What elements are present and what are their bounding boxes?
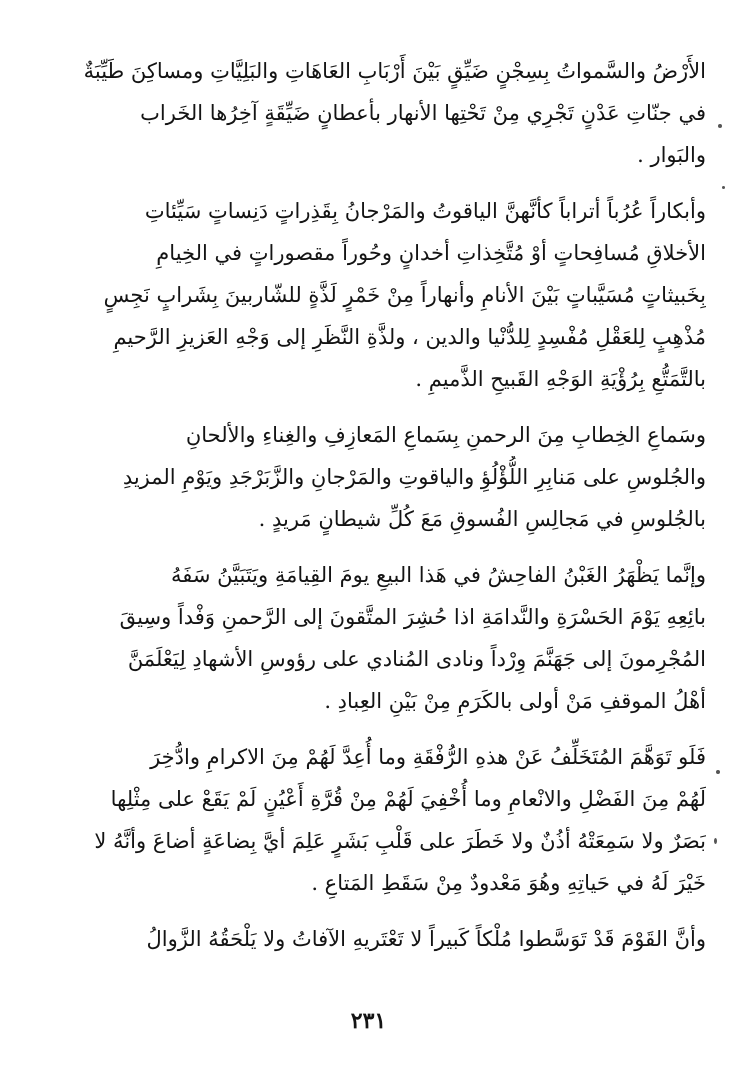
- paragraph-6: [36, 918, 706, 960]
- text-line: في جنّاتِ عَدْنٍ تَجْرِي مِنْ تَحْتِها الأنهار بأعطانٍ ضَيِّقَةٍ آخِرُها الخَراب: [140, 101, 706, 125]
- paragraph-2: [36, 190, 706, 400]
- text-line: وأنَّ القَوْمَ قَدْ تَوَسَّطوا مُلْكاً كَبيراً لا تَعْتَريهِ الآفاتُ ولا يَلْحَقُهُ الزَّوالُ: [146, 927, 706, 951]
- paragraph-3: [36, 414, 706, 540]
- text-line: والجُلوسِ على مَنابِرِ اللُّؤْلُؤِ والياقوتِ والمَرْجانِ والزَّبَرْجَدِ ويَوْمِ المزيدِ: [122, 465, 706, 489]
- text-line: المُجْرِمونَ إلى جَهَنَّمَ وِرْداً ونادى المُنادي على رؤوسِ الأشهادِ لِيَعْلَمَنَّ: [127, 647, 706, 671]
- text-line: بِخَبيثاتٍ مُسَيَّباتٍ بَيْنَ الأنامِ وأنهاراً مِنْ خَمْرٍ لَذَّةٍ للشّاربينَ بِشَرابٍ نَجِسٍ: [103, 283, 706, 307]
- paragraph-1: [36, 50, 706, 176]
- text-line: بَصَرٌ ولا سَمِعَتْهُ أذُنٌ ولا خَطَرَ على قَلْبِ بَشَرٍ عَلِمَ أيَّ بِضاعَةٍ أضاعَ وأنَّهُ لا: [94, 829, 706, 853]
- scan-speck-mark: [722, 186, 725, 189]
- text-line: فَلَو تَوَهَّمَ المُتَخَلِّفُ عَنْ هذهِ الرُّفْقَةِ وما أُعِدَّ لَهُمْ مِنَ الاكرامِ وادُّخِرَ: [150, 745, 706, 769]
- text-line: بالتَّمَتُّعِ بِرُؤْيَةِ الوَجْهِ القَبيحِ الذَّميمِ .: [415, 367, 706, 391]
- text-line: وأبكاراً عُرُباً أتراباً كأنَّهنَّ الياقوتُ والمَرْجانُ بِقَذِراتٍ دَنِساتٍ سَيِّئاتِ: [144, 199, 706, 223]
- scan-speck-mark: [716, 770, 720, 774]
- text-line: وإنَّما يَظْهَرُ الغَبْنُ الفاحِشُ في هَذا البيعِ يومَ القِيامَةِ ويَتَبَيَّنُ سَفَهُ: [171, 563, 706, 587]
- text-line: وسَماعِ الخِطابِ مِنَ الرحمنِ بِسَماعِ المَعازِفِ والغِناءِ والألحانِ: [185, 423, 706, 447]
- text-line: أهْلُ الموقفِ مَنْ أولى بالكَرَمِ مِنْ بَيْنِ العِبادِ .: [324, 689, 706, 713]
- text-line: الأخلاقِ مُسافِحاتٍ أوْ مُتَّخِذاتِ أخدانٍ وحُوراً مقصوراتٍ في الخِيامِ: [156, 241, 706, 265]
- paragraph-5: [36, 736, 706, 904]
- text-line: والبَوار .: [637, 143, 706, 167]
- text-line: بالجُلوسِ في مَجالِسِ الفُسوقِ مَعَ كُلِّ شيطانٍ مَريدٍ .: [258, 507, 706, 531]
- text-line: مُذْهِبٍ لِلعَقْلِ مُفْسِدٍ لِلدُّنْيا والدين ، ولذَّةِ النَّظَرِ إلى وَجْهِ العَزيزِ الرَّحيمِ: [113, 325, 706, 349]
- text-line: الأَرْضُ والسَّمواتُ بِسِجْنٍ ضَيِّقٍ بَيْنَ أَرْبَابِ العَاهَاتِ والبَلِيَّاتِ ومساكِنَ طَيِّبَةٌ: [83, 59, 706, 83]
- paragraph-4: [36, 554, 706, 722]
- text-line: بائِعِهِ يَوْمَ الحَسْرَةِ والنَّدامَةِ اذا حُشِرَ المتَّقونَ إلى الرَّحمنِ وَفْداً وسِيقَ: [119, 605, 706, 629]
- page-number: ٢٣١: [350, 1008, 387, 1034]
- scan-speck-mark: [718, 124, 722, 128]
- body-text: [36, 50, 706, 960]
- scan-speck-mark: [714, 838, 717, 844]
- text-line: خَيْرَ لَهُ في حَياتِهِ وهُوَ مَعْدودٌ مِنْ سَقَطِ المَتاعِ .: [311, 871, 706, 895]
- text-line: لَهُمْ مِنَ الفَضْلِ والانْعامِ وما أُخْفِيَ لَهُمْ مِنْ قُرَّةِ أَعْيُنٍ لَمْ يَقَعْ على مِثْلِها: [110, 787, 706, 811]
